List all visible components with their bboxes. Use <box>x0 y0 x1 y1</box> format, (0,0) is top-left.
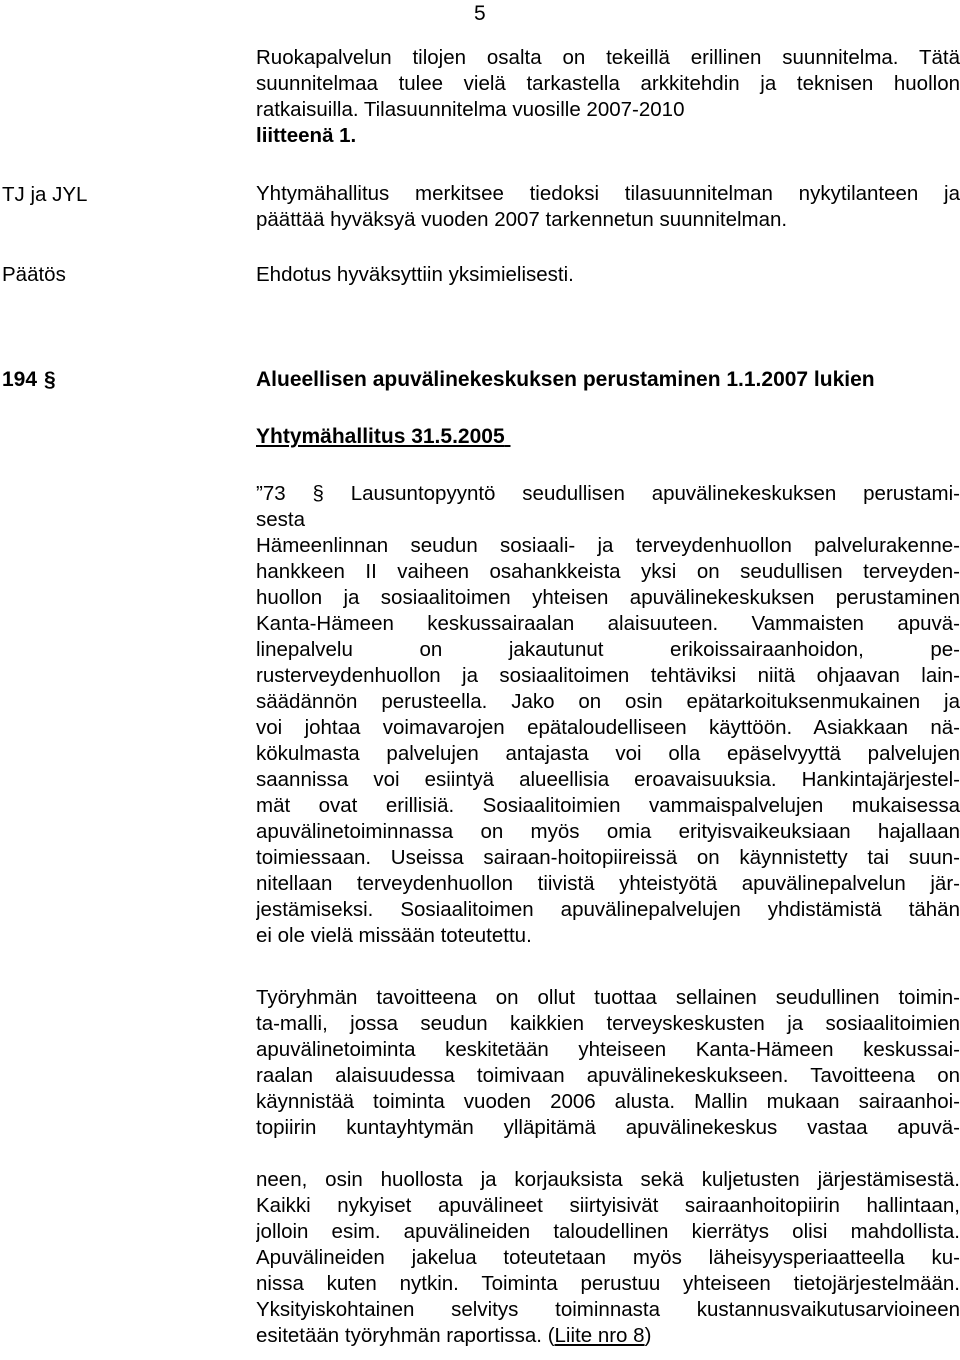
page-number: 5 <box>474 2 486 25</box>
text-line: ta-malli, jossa seudun kaikkien terveyskeskusten ja sosiaalitoimien <box>256 1012 960 1035</box>
text-line: Kaikki nykyiset apuvälineet siirtyisivät sairaanhoitopiirin hallintaan, <box>256 1194 960 1217</box>
text-line: rusterveydenhuollon ja sosiaalitoimen tehtäviksi niitä ohjaavan lain- <box>256 664 960 687</box>
text-line: Apuvälineiden jakelua toteutetaan myös läheisyysperiaatteella ku- <box>256 1246 960 1269</box>
text-line: Yksityiskohtainen selvitys toiminnasta kustannusvaikutusarvioineen <box>256 1298 960 1321</box>
text-line: Kanta-Hämeen keskussairaalan alaisuuteen. Vammaisten apuvä- <box>256 612 960 635</box>
text-line <box>256 1141 960 1167</box>
text-line: hankkeen II vaiheen osahankkeista yksi on seudullisen terveyden- <box>256 560 960 583</box>
text-line: sesta <box>256 508 305 531</box>
text-line: ”73 § Lausuntopyyntö seudullisen apuvälinekeskuksen perustami- <box>256 482 960 505</box>
attachment-reference: liitteenä 1. <box>256 124 357 147</box>
text-line <box>256 1323 960 1349</box>
subtitle-underline-tail <box>505 425 511 448</box>
section-sign: § <box>44 368 56 391</box>
proposal-paragraph <box>256 181 960 233</box>
text-line: päättää hyväksyä vuoden 2007 tarkennetun suunnitelman. <box>256 208 788 231</box>
text-line: linepalvelu on jakautunut erikoissairaanhoidon, pe- <box>256 638 960 661</box>
text-line: suunnitelmaa tulee vielä tarkastella arkkitehdin ja teknisen huollon <box>256 72 960 95</box>
text-line: toimiessaan. Useissa sairaan-hoitopiireissä on käynnistetty tai suun- <box>256 846 960 869</box>
text-line: neen, osin huollosta ja korjauksista sekä kuljetusten järjestämisestä. <box>256 1168 960 1191</box>
last-line-suffix: ) <box>644 1324 652 1347</box>
section-number: 194 <box>2 368 38 391</box>
text-line: Työryhmän tavoitteena on ollut tuottaa sellainen seudullinen toimin- <box>256 986 960 1009</box>
text-line: nitellaan terveydenhuollon tiivistä yhteistyötä apuvälinepalvelun jär- <box>256 872 960 895</box>
text-line: jolloin esim. apuvälineiden taloudellinen kierrätys olisi mahdollista. <box>256 1220 960 1243</box>
body-paragraph-2 <box>256 985 960 1349</box>
text-line: saannissa voi esiintyä alueellisia eroavaisuuksia. Hankintajärjestel- <box>256 768 960 791</box>
text-line: ei ole vielä missään toteutettu. <box>256 924 532 947</box>
text-line: raalan alaisuudessa toimivaan apuvälinekeskukseen. Tavoitteena on <box>256 1064 960 1087</box>
intro-paragraph <box>256 45 960 149</box>
text-line: Hämeenlinnan seudun sosiaali- ja terveydenhuollon palvelurakenne- <box>256 534 960 557</box>
text-line: apuvälinetoiminnassa on myös omia erityisvaikeuksiaan hajallaan <box>256 820 960 843</box>
section-subtitle <box>256 425 510 449</box>
decision-text: Ehdotus hyväksyttiin yksimielisesti. <box>256 263 574 286</box>
section-subtitle-text: Yhtymähallitus 31.5.2005 <box>256 425 505 448</box>
text-line: jestämiseksi. Sosiaalitoimen apuvälinepalvelujen yhdistämistä tähän <box>256 898 960 921</box>
text-line: säädännön perusteella. Jako on osin epätarkoituksenmukainen ja <box>256 690 960 713</box>
text-line: voi johtaa voimavarojen epätaloudelliseen käyttöön. Asiakkaan nä- <box>256 716 960 739</box>
last-line-prefix: esitetään työryhmän raportissa. ( <box>256 1324 555 1347</box>
text-line: ratkaisuilla. Tilasuunnitelma vuosille 2007-2010 <box>256 98 685 121</box>
attachment-link[interactable]: Liite nro 8 <box>554 1324 645 1347</box>
proposal-label: TJ ja JYL <box>2 183 88 206</box>
text-line: kökulmasta palvelujen antajasta voi olla epäselvyyttä palvelujen <box>256 742 960 765</box>
text-line: mät ovat erillisiä. Sosiaalitoimien vammaispalvelujen mukaisessa <box>256 794 960 817</box>
decision-label: Päätös <box>2 263 66 286</box>
section-title: Alueellisen apuvälinekeskuksen perustaminen 1.1.2007 lukien <box>256 368 875 391</box>
text-line: Yhtymähallitus merkitsee tiedoksi tilasuunnitelman nykytilanteen ja <box>256 182 960 205</box>
text-line: käynnistää toiminta vuoden 2006 alusta. Mallin mukaan sairaanhoi- <box>256 1090 960 1113</box>
text-line: Ruokapalvelun tilojen osalta on tekeillä erillinen suunnitelma. Tätä <box>256 46 960 69</box>
text-line: huollon ja sosiaalitoimen yhteisen apuvälinekeskuksen perustaminen <box>256 586 960 609</box>
text-line: nissa kuten nytkin. Toiminta perustuu yhteiseen tietojärjestelmään. <box>256 1272 960 1295</box>
body-paragraph-1 <box>256 481 960 949</box>
text-line: topiirin kuntayhtymän ylläpitämä apuvälinekeskus vastaa apuvä- <box>256 1116 960 1139</box>
text-line: apuvälinetoiminta keskitetään yhteiseen Kanta-Hämeen keskussai- <box>256 1038 960 1061</box>
